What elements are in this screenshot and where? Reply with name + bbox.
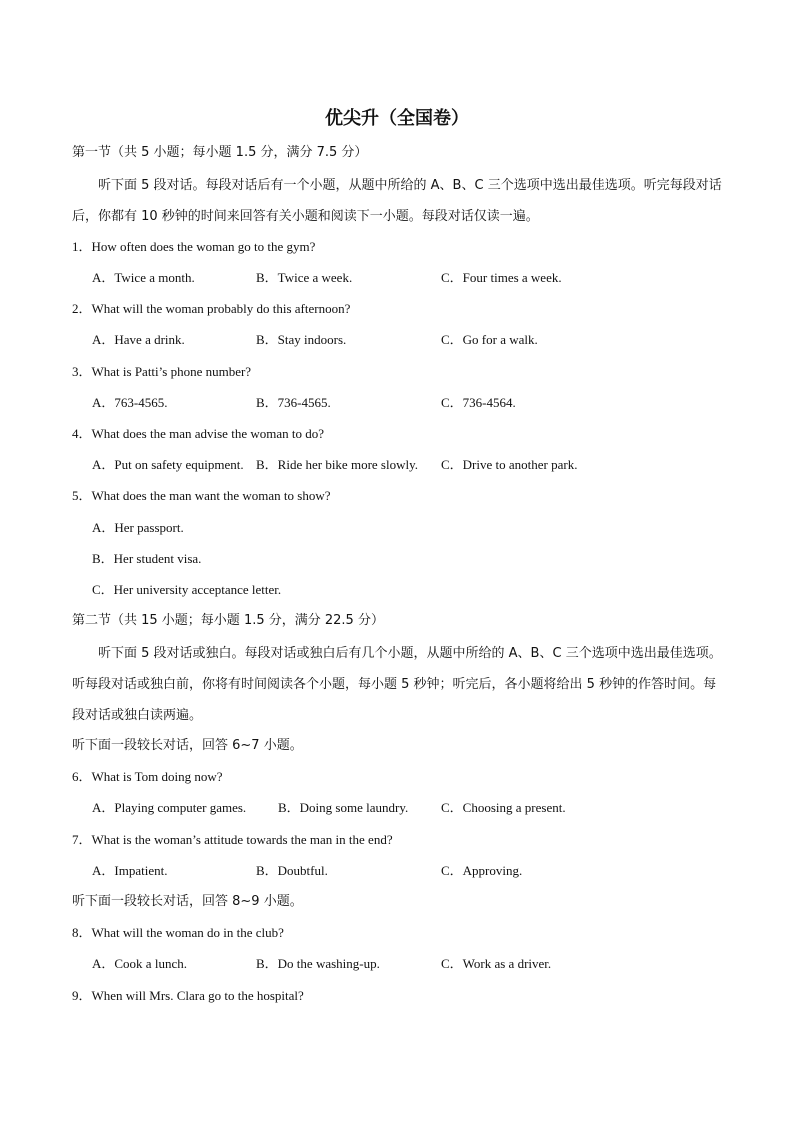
q5-option-a: A．Her passport. xyxy=(92,520,184,535)
q6-option-a: A．Playing computer games. xyxy=(92,800,247,815)
question-5: 5．What does the man want the woman to show? xyxy=(72,488,331,503)
question-2: 2．What will the woman probably do this afternoon? xyxy=(72,301,351,316)
q3-option-b: B．736-4565. xyxy=(256,395,331,410)
question-7: 7．What is the woman’s attitude towards the man in the end? xyxy=(72,832,393,847)
q2-option-a: A．Have a drink. xyxy=(92,332,185,347)
q3-option-c: C．736-4564. xyxy=(441,395,516,410)
question-1: 1．How often does the woman go to the gym? xyxy=(72,239,316,254)
q6-option-b: B．Doing some laundry. xyxy=(278,800,409,815)
section2-heading: 第二节（共 15 小题；每小题 1.5 分，满分 22.5 分） xyxy=(72,613,384,628)
q5-option-c: C．Her university acceptance letter. xyxy=(92,582,282,597)
q6-option-c: C．Choosing a present. xyxy=(441,800,566,815)
q3-option-a: A．763-4565. xyxy=(92,395,168,410)
q1-option-b: B．Twice a week. xyxy=(256,270,353,285)
q2-option-c: C．Go for a walk. xyxy=(441,332,538,347)
q8-option-a: A．Cook a lunch. xyxy=(92,956,187,971)
section2-note-6-7: 听下面一段较长对话，回答 6~7 小题。 xyxy=(72,738,303,753)
q5-option-b: B．Her student visa. xyxy=(92,551,202,566)
q1-option-c: C．Four times a week. xyxy=(441,270,562,285)
q4-option-b: B．Ride her bike more slowly. xyxy=(256,457,418,472)
section2-note-8-9: 听下面一段较长对话，回答 8~9 小题。 xyxy=(72,894,303,909)
q7-option-c: C．Approving. xyxy=(441,863,523,878)
q4-option-a: A．Put on safety equipment. xyxy=(92,457,244,472)
q7-option-b: B．Doubtful. xyxy=(256,863,328,878)
q1-option-a: A．Twice a month. xyxy=(92,270,195,285)
q4-option-c: C．Drive to another park. xyxy=(441,457,578,472)
q7-option-a: A．Impatient. xyxy=(92,863,168,878)
q8-option-b: B．Do the washing-up. xyxy=(256,956,380,971)
q8-option-c: C．Work as a driver. xyxy=(441,956,552,971)
q2-option-b: B．Stay indoors. xyxy=(256,332,347,347)
page-title: 优尖升（全国卷） xyxy=(325,108,469,129)
question-6: 6．What is Tom doing now? xyxy=(72,769,223,784)
question-9: 9．When will Mrs. Clara go to the hospital? xyxy=(72,988,304,1003)
section1-instructions: 听下面 5 段对话。每段对话后有一个小题，从题中所给的 A、B、C 三个选项中选出最佳选项。听完每段对话后，你都有 10 秒钟的时间来回答有关小题和阅读下一小题。每段对话仅读一遍。 xyxy=(72,178,722,224)
question-3: 3．What is Patti’s phone number? xyxy=(72,364,252,379)
section2-instructions: 听下面 5 段对话或独白。每段对话或独白后有几个小题，从题中所给的 A、B、C 三个选项中选出最佳选项。听每段对话或独白前，你将有时间阅读各个小题，每小题 5 秒钟；听完后，各小题将给出 5 秒钟的作答时间。每段对话或独白读两遍。 xyxy=(72,646,722,723)
question-4: 4．What does the man advise the woman to do? xyxy=(72,426,324,441)
question-8: 8．What will the woman do in the club? xyxy=(72,925,284,940)
section1-heading: 第一节（共 5 小题；每小题 1.5 分，满分 7.5 分） xyxy=(72,145,368,160)
